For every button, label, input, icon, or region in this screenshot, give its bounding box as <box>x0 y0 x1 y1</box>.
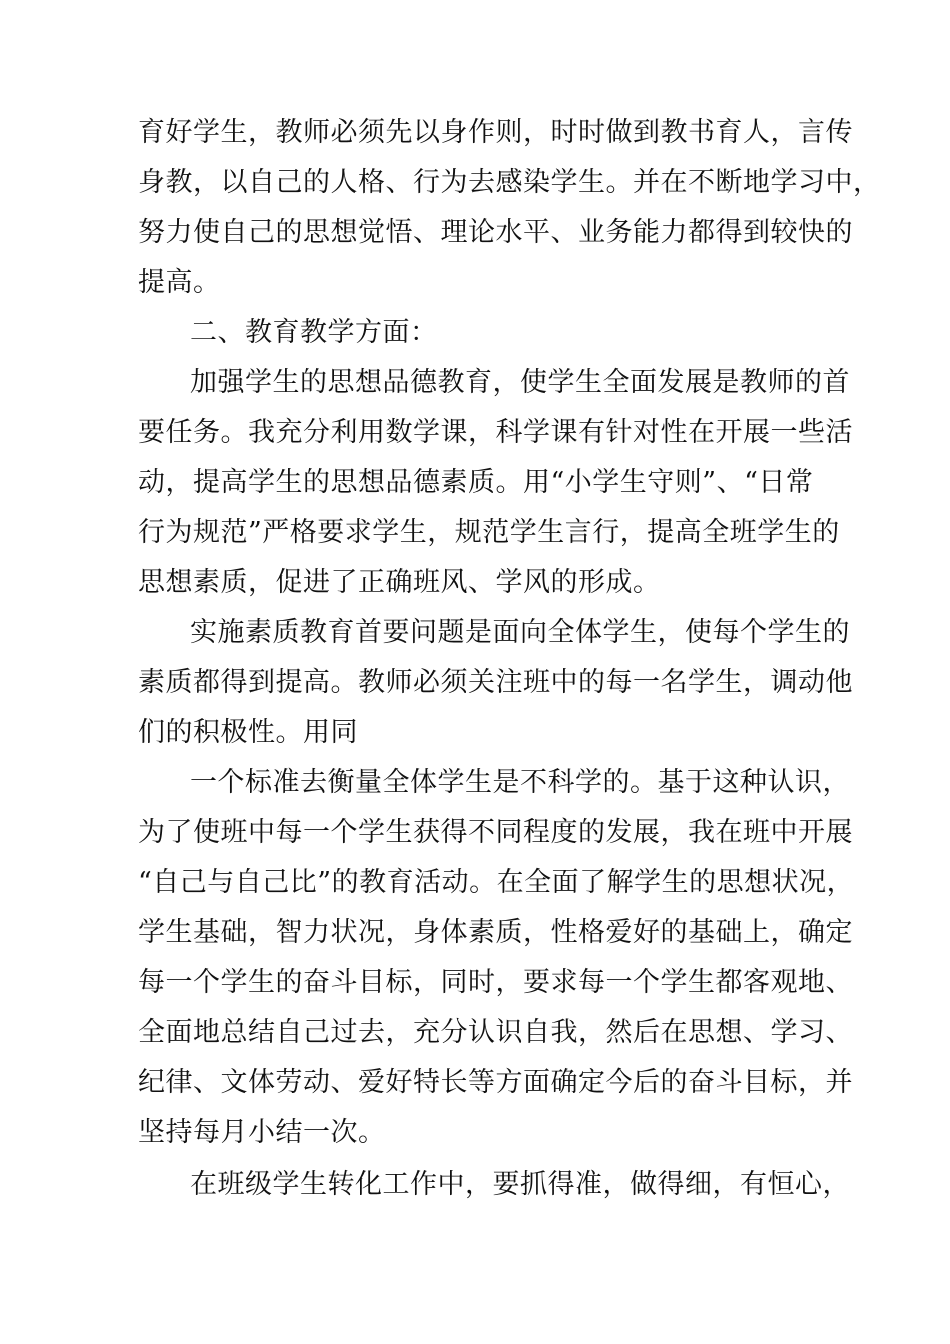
paragraph-line: 加强学生的思想品德教育，使学生全面发展是教师的首 <box>190 367 850 398</box>
paragraph-line: 身教，以自己的人格、行为去感染学生。并在不断地学习中， <box>138 167 881 198</box>
paragraph-line: 努力使自己的思想觉悟、理论水平、业务能力都得到较快的 <box>138 217 853 248</box>
section-heading: 二、教育教学方面： <box>190 317 438 348</box>
paragraph-line: 为了使班中每一个学生获得不同程度的发展，我在班中开展 <box>138 817 853 848</box>
paragraph-line: 们的积极性。用同 <box>138 717 358 748</box>
paragraph-line: 实施素质教育首要问题是面向全体学生，使每个学生的 <box>190 617 850 648</box>
paragraph-line: 提高。 <box>138 267 221 298</box>
paragraph-line: 要任务。我充分利用数学课，科学课有针对性在开展一些活 <box>138 417 853 448</box>
paragraph-line: 行为规范”严格要求学生，规范学生言行，提高全班学生的 <box>138 517 840 548</box>
paragraph-line: 纪律、文体劳动、爱好特长等方面确定今后的奋斗目标，并 <box>138 1067 853 1098</box>
paragraph-line: 素质都得到提高。教师必须关注班中的每一名学生，调动他 <box>138 667 853 698</box>
paragraph-line: 坚持每月小结一次。 <box>138 1117 386 1148</box>
paragraph-line: 每一个学生的奋斗目标，同时，要求每一个学生都客观地、 <box>138 967 853 998</box>
paragraph-line: 育好学生，教师必须先以身作则，时时做到教书育人，言传 <box>138 117 853 148</box>
paragraph-line: 思想素质，促进了正确班风、学风的形成。 <box>138 567 661 598</box>
paragraph-line: “自己与自己比”的教育活动。在全面了解学生的思想状况， <box>138 867 855 898</box>
paragraph-line: 全面地总结自己过去，充分认识自我，然后在思想、学习、 <box>138 1017 853 1048</box>
paragraph-line: 一个标准去衡量全体学生是不科学的。基于这种认识， <box>190 767 850 798</box>
paragraph-line: 在班级学生转化工作中，要抓得准，做得细，有恒心， <box>190 1169 850 1200</box>
paragraph-line: 学生基础，智力状况，身体素质，性格爱好的基础上，确定 <box>138 917 853 948</box>
paragraph-line: 动，提高学生的思想品德素质。用“小学生守则”、“日常 <box>138 467 814 498</box>
